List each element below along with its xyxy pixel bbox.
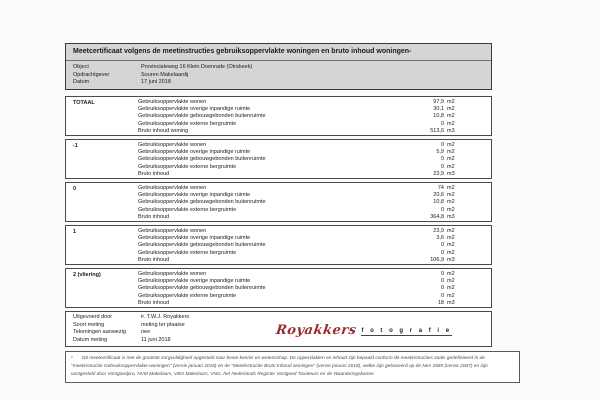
measurement-unit: m2 [447, 99, 455, 105]
measurement-description: Gebruiksoppervlakte wonen [138, 99, 207, 105]
measurement-row [138, 242, 491, 249]
measurement-row [138, 99, 491, 106]
measurement-value: 0 [440, 156, 444, 163]
measurement-unit: m2 [447, 206, 455, 213]
floor-section [65, 268, 492, 308]
measurement-unit: m3 [447, 256, 455, 263]
measurement-row [138, 121, 491, 128]
floor-section-rows [138, 142, 491, 178]
floor-section-label: 0 [73, 186, 77, 192]
measurement-row [138, 185, 491, 192]
measurement-value: 5,9 [436, 149, 444, 156]
measurement-description: Gebruiksoppervlakte wonen [138, 271, 207, 277]
certificate-title: Meetcertificaat volgens de meetinstructies gebruiksoppervlakte woningen en bruto inhoud woningen- [66, 44, 491, 61]
floor-section-rows [138, 271, 491, 307]
measurement-row [138, 293, 491, 300]
measurement-row [138, 106, 491, 113]
header-field-row [66, 64, 491, 72]
floor-section-label: TOTAAL [73, 100, 95, 106]
footer-field-label: Uitgevoerd door [73, 314, 113, 320]
logo-script-text: Royakkers [274, 323, 358, 338]
measurement-value: 0 [440, 242, 444, 249]
measurement-unit: m2 [447, 285, 455, 292]
measurement-unit: m2 [447, 149, 455, 156]
measurement-unit: m2 [447, 249, 455, 256]
measurement-unit: m2 [447, 106, 455, 113]
measurement-description: Gebruiksoppervlakte overige inpandige ruimte [138, 106, 251, 113]
footer-field-value: meting ter plaatse [141, 321, 185, 328]
measurement-row [138, 278, 491, 285]
measurement-description: Gebruiksoppervlakte wonen [138, 142, 207, 148]
header-field-value: 17 juni 2018 [141, 79, 171, 86]
measurement-description: Gebruiksoppervlakte overige inpandige ruimte [138, 149, 251, 156]
measurement-row [138, 235, 491, 242]
measurement-row [138, 207, 491, 214]
measurement-row [138, 285, 491, 292]
measurement-footer-box [65, 311, 492, 347]
measurement-description: Gebruiksoppervlakte externe bergruimte [138, 163, 237, 170]
measurement-row [138, 164, 491, 171]
header-field-label: Opdrachtgever [73, 71, 110, 78]
measurement-unit: m2 [447, 292, 455, 299]
measurement-row [138, 214, 491, 221]
measurement-sections [65, 96, 520, 308]
measurement-row [138, 149, 491, 156]
measurement-value: 10,8 [433, 199, 444, 206]
royakkers-fotografie-logo [276, 321, 452, 339]
measurement-unit: m2 [447, 120, 455, 127]
floor-section-rows [138, 99, 491, 135]
measurement-value: 0 [440, 292, 444, 299]
measurement-row [138, 192, 491, 199]
measurement-value: 0 [440, 249, 444, 256]
footer-field-value: nee [141, 329, 151, 336]
measurement-value: 0 [440, 142, 444, 148]
measurement-description: Bruto inhoud [138, 299, 170, 306]
measurement-unit: m2 [447, 192, 455, 199]
measurement-unit: m2 [447, 185, 455, 191]
measurement-description: Bruto inhoud [138, 256, 170, 263]
measurement-value: 30,1 [433, 106, 444, 113]
measurement-unit: m3 [447, 213, 455, 220]
measurement-unit: m2 [447, 278, 455, 285]
measurement-value: 23,9 [433, 228, 444, 234]
measurement-row [138, 171, 491, 178]
measurement-row [138, 300, 491, 307]
header-field-row [66, 72, 491, 80]
measurement-value: 0 [440, 285, 444, 292]
header-field-value: Provincialeweg 16 Klein Doenrade (Oirsbeek) [141, 64, 253, 70]
measurement-row [138, 250, 491, 257]
measurement-unit: m2 [447, 199, 455, 206]
floor-section-label: 1 [73, 229, 77, 235]
measurement-description: Gebruiksoppervlakte externe bergruimte [138, 292, 237, 299]
measurement-value: 20,6 [433, 192, 444, 199]
measurement-unit: m2 [447, 113, 455, 120]
measurement-description: Gebruiksoppervlakte wonen [138, 228, 207, 234]
footer-field-value: 11 juni 2018 [141, 336, 171, 343]
measurement-value: 513,6 [430, 127, 444, 134]
floor-section-label: -1 [73, 143, 78, 149]
measurement-description: Bruto inhoud [138, 213, 170, 220]
measurement-description: Gebruiksoppervlakte gebouwgebonden buitenruimte [138, 285, 266, 292]
measurement-row [138, 257, 491, 264]
measurement-unit: m2 [447, 271, 455, 277]
measurement-value: 364,8 [430, 213, 444, 220]
measurement-description: Bruto inhoud [138, 170, 170, 177]
measurement-value: 23,9 [433, 170, 444, 177]
measurement-unit: m2 [447, 242, 455, 249]
measurement-description: Gebruiksoppervlakte gebouwgebonden buitenruimte [138, 242, 266, 249]
measurement-value: 0 [440, 163, 444, 170]
floor-section-label: 2 (vliering) [73, 272, 101, 278]
measurement-unit: m3 [447, 299, 455, 306]
measurement-unit: m3 [447, 127, 455, 134]
measurement-unit: m3 [447, 170, 455, 177]
measurement-row [138, 271, 491, 278]
measurement-unit: m2 [447, 142, 455, 148]
measurement-value: 106,9 [430, 256, 444, 263]
floor-section [65, 182, 492, 222]
measurement-unit: m2 [447, 235, 455, 242]
header-fields [66, 61, 491, 87]
certificate-header-box [65, 43, 492, 90]
measurement-value: 97,9 [433, 99, 444, 105]
measurement-value: 10,8 [433, 113, 444, 120]
measurement-description: Gebruiksoppervlakte overige inpandige ruimte [138, 192, 251, 199]
measurement-unit: m2 [447, 156, 455, 163]
measurement-row [138, 113, 491, 120]
footer-field-label: Tekeningen aanwezig [73, 329, 126, 336]
floor-section [65, 96, 492, 136]
measurement-row [138, 228, 491, 235]
logo-subtitle-text: f o t o g r a f i e [361, 328, 452, 334]
measurement-unit: m2 [447, 163, 455, 170]
measurement-description: Gebruiksoppervlakte gebouwgebonden buitenruimte [138, 156, 266, 163]
measurement-description: Gebruiksoppervlakte gebouwgebonden buitenruimte [138, 199, 266, 206]
measurement-description: Bruto inhoud woning [138, 127, 189, 134]
floor-section-rows [138, 185, 491, 221]
measurement-description: Gebruiksoppervlakte gebouwgebonden buitenruimte [138, 113, 266, 120]
measurement-value: 0 [440, 278, 444, 285]
floor-section [65, 225, 492, 265]
meetcertificaat-page [65, 43, 520, 383]
header-field-row [66, 79, 491, 87]
disclaimer-marker: * [71, 356, 73, 361]
measurement-description: Gebruiksoppervlakte wonen [138, 185, 207, 191]
measurement-unit: m2 [447, 228, 455, 234]
disclaimer-text: Dit meetcertificaat is met de grootste zorgvuldigheid opgesteld naar beste kennis en wetenschap. De oppervlakten en inhoud zijn bepaald conform de meetinstructies zoals gedefinieerd in de "meetinstructie Gebruiksoppervlakte woningen" (versie januari 2018) en de "Meetinstructie Bruto Inhoud woningen" (versie januari 2018), welke zijn gebaseerd op de Nen 2580 (versie 2007) en zijn vastgesteld door Vastgoedpro, NVM Makelaars, VBO Makelaars, VNG, het Nederlands Register Vastgoed Taxateurs en de Waarderingskamer. [71, 356, 488, 377]
measurement-description: Gebruiksoppervlakte externe bergruimte [138, 206, 237, 213]
measurement-description: Gebruiksoppervlakte externe bergruimte [138, 120, 237, 127]
measurement-value: 3,6 [436, 235, 444, 242]
measurement-description: Gebruiksoppervlakte overige inpandige ruimte [138, 235, 251, 242]
footer-field-value: ir. T.W.J. Royakkers [141, 314, 190, 320]
measurement-value: 0 [440, 271, 444, 277]
measurement-description: Gebruiksoppervlakte overige inpandige ruimte [138, 278, 251, 285]
measurement-value: 0 [440, 120, 444, 127]
header-field-label: Object [73, 64, 89, 70]
header-field-label: Datum [73, 79, 90, 86]
footer-field-label: Soort meting [73, 321, 105, 328]
measurement-value: 74 [437, 185, 444, 191]
floor-section-rows [138, 228, 491, 264]
measurement-value: 0 [440, 206, 444, 213]
header-field-value: Souren Makelaardij [141, 71, 189, 78]
floor-section [65, 139, 492, 179]
measurement-row [138, 199, 491, 206]
measurement-row [138, 156, 491, 163]
measurement-row [138, 128, 491, 135]
measurement-description: Gebruiksoppervlakte externe bergruimte [138, 249, 237, 256]
measurement-value: 18 [437, 299, 444, 306]
measurement-row [138, 142, 491, 149]
footer-field-label: Datum meting [73, 336, 108, 343]
disclaimer-box [65, 351, 520, 383]
